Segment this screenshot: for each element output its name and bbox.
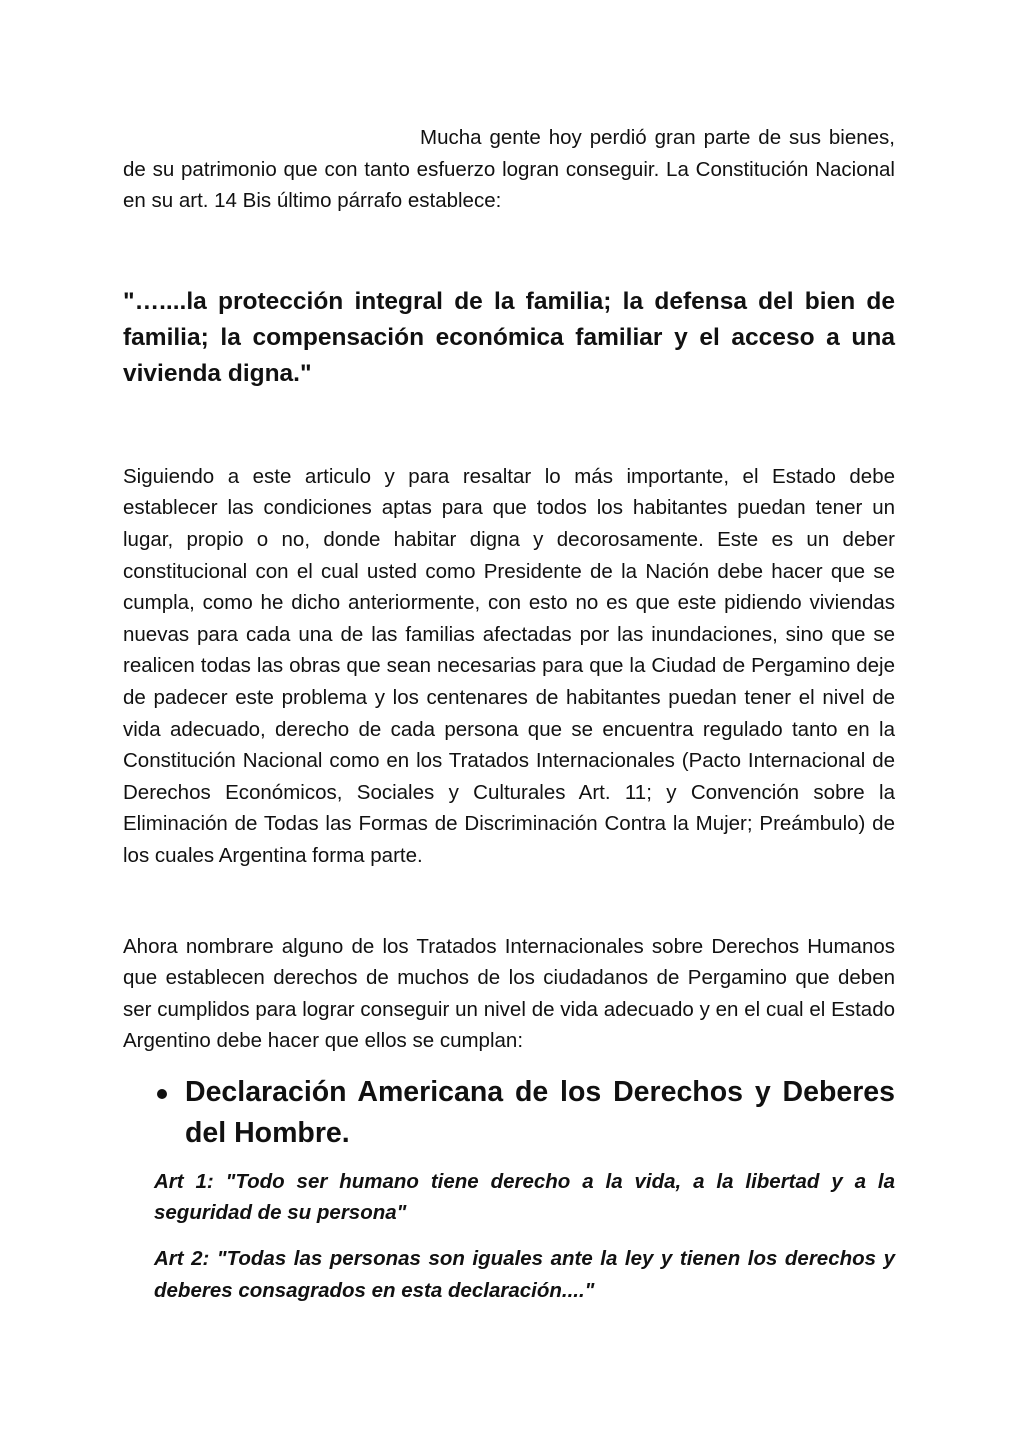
bullet-dot-icon	[157, 1089, 167, 1099]
article-1: Art 1: "Todo ser humano tiene derecho a la vida, a la libertad y a la seguridad de su persona"	[154, 1169, 895, 1225]
paragraph-intro: Mucha gente hoy perdió gran parte de sus bienes, de su patrimonio que con tanto esfuerzo logran conseguir. La Constitución Nacional en su art. 14 Bis último párrafo establece:	[123, 126, 895, 213]
paragraph-article-analysis: Siguiendo a este articulo y para resaltar lo más importante, el Estado debe establecer las condiciones aptas para que todos los habitantes puedan tener un lugar, propio o no, donde habitar digna y decorosamente. Este es un deber constitucional con el cual usted como Presidente de la Nación debe hacer que se cumpla, como he dicho anteriormente, con esto no es que este pidiendo viviendas nuevas para cada una de las familias afectadas por las inundaciones, sino que se realicen todas las obras que sean necesarias para que la Ciudad de Pergamino deje de padecer este problema y los centenares de habitantes puedan tener el nivel de vida adecuado, derecho de cada persona que se encuentra regulado tanto en la Constitución Nacional como en los Tratados Internacionales (Pacto Internacional de Derechos Económicos, Sociales y Culturales Art. 11; y Convención sobre la Eliminación de Todas las Formas de Discriminación Contra la Mujer; Preámbulo) de los cuales Argentina forma parte.	[123, 464, 895, 867]
article-2: Art 2: "Todas las personas son iguales ante la ley y tienen los derechos y deberes consagrados en esta declaración...."	[154, 1247, 895, 1302]
constitution-quote: "…....la protección integral de la familia; la defensa del bien de familia; la compensación económica familiar y el acceso a una vivienda digna."	[123, 287, 895, 387]
bullet-title: Declaración Americana de los Derechos y Deberes del Hombre.	[185, 1075, 895, 1149]
document-page	[123, 122, 895, 1306]
bullet-item-declaracion	[123, 1072, 895, 1154]
paragraph-treaties-intro: Ahora nombrare alguno de los Tratados Internacionales sobre Derechos Humanos que establecen derechos de muchos de los ciudadanos de Pergamino que deben ser cumplidos para lograr conseguir un nivel de vida adecuado y en el cual el Estado Argentino debe hacer que ellos se cumplan:	[123, 934, 895, 1053]
